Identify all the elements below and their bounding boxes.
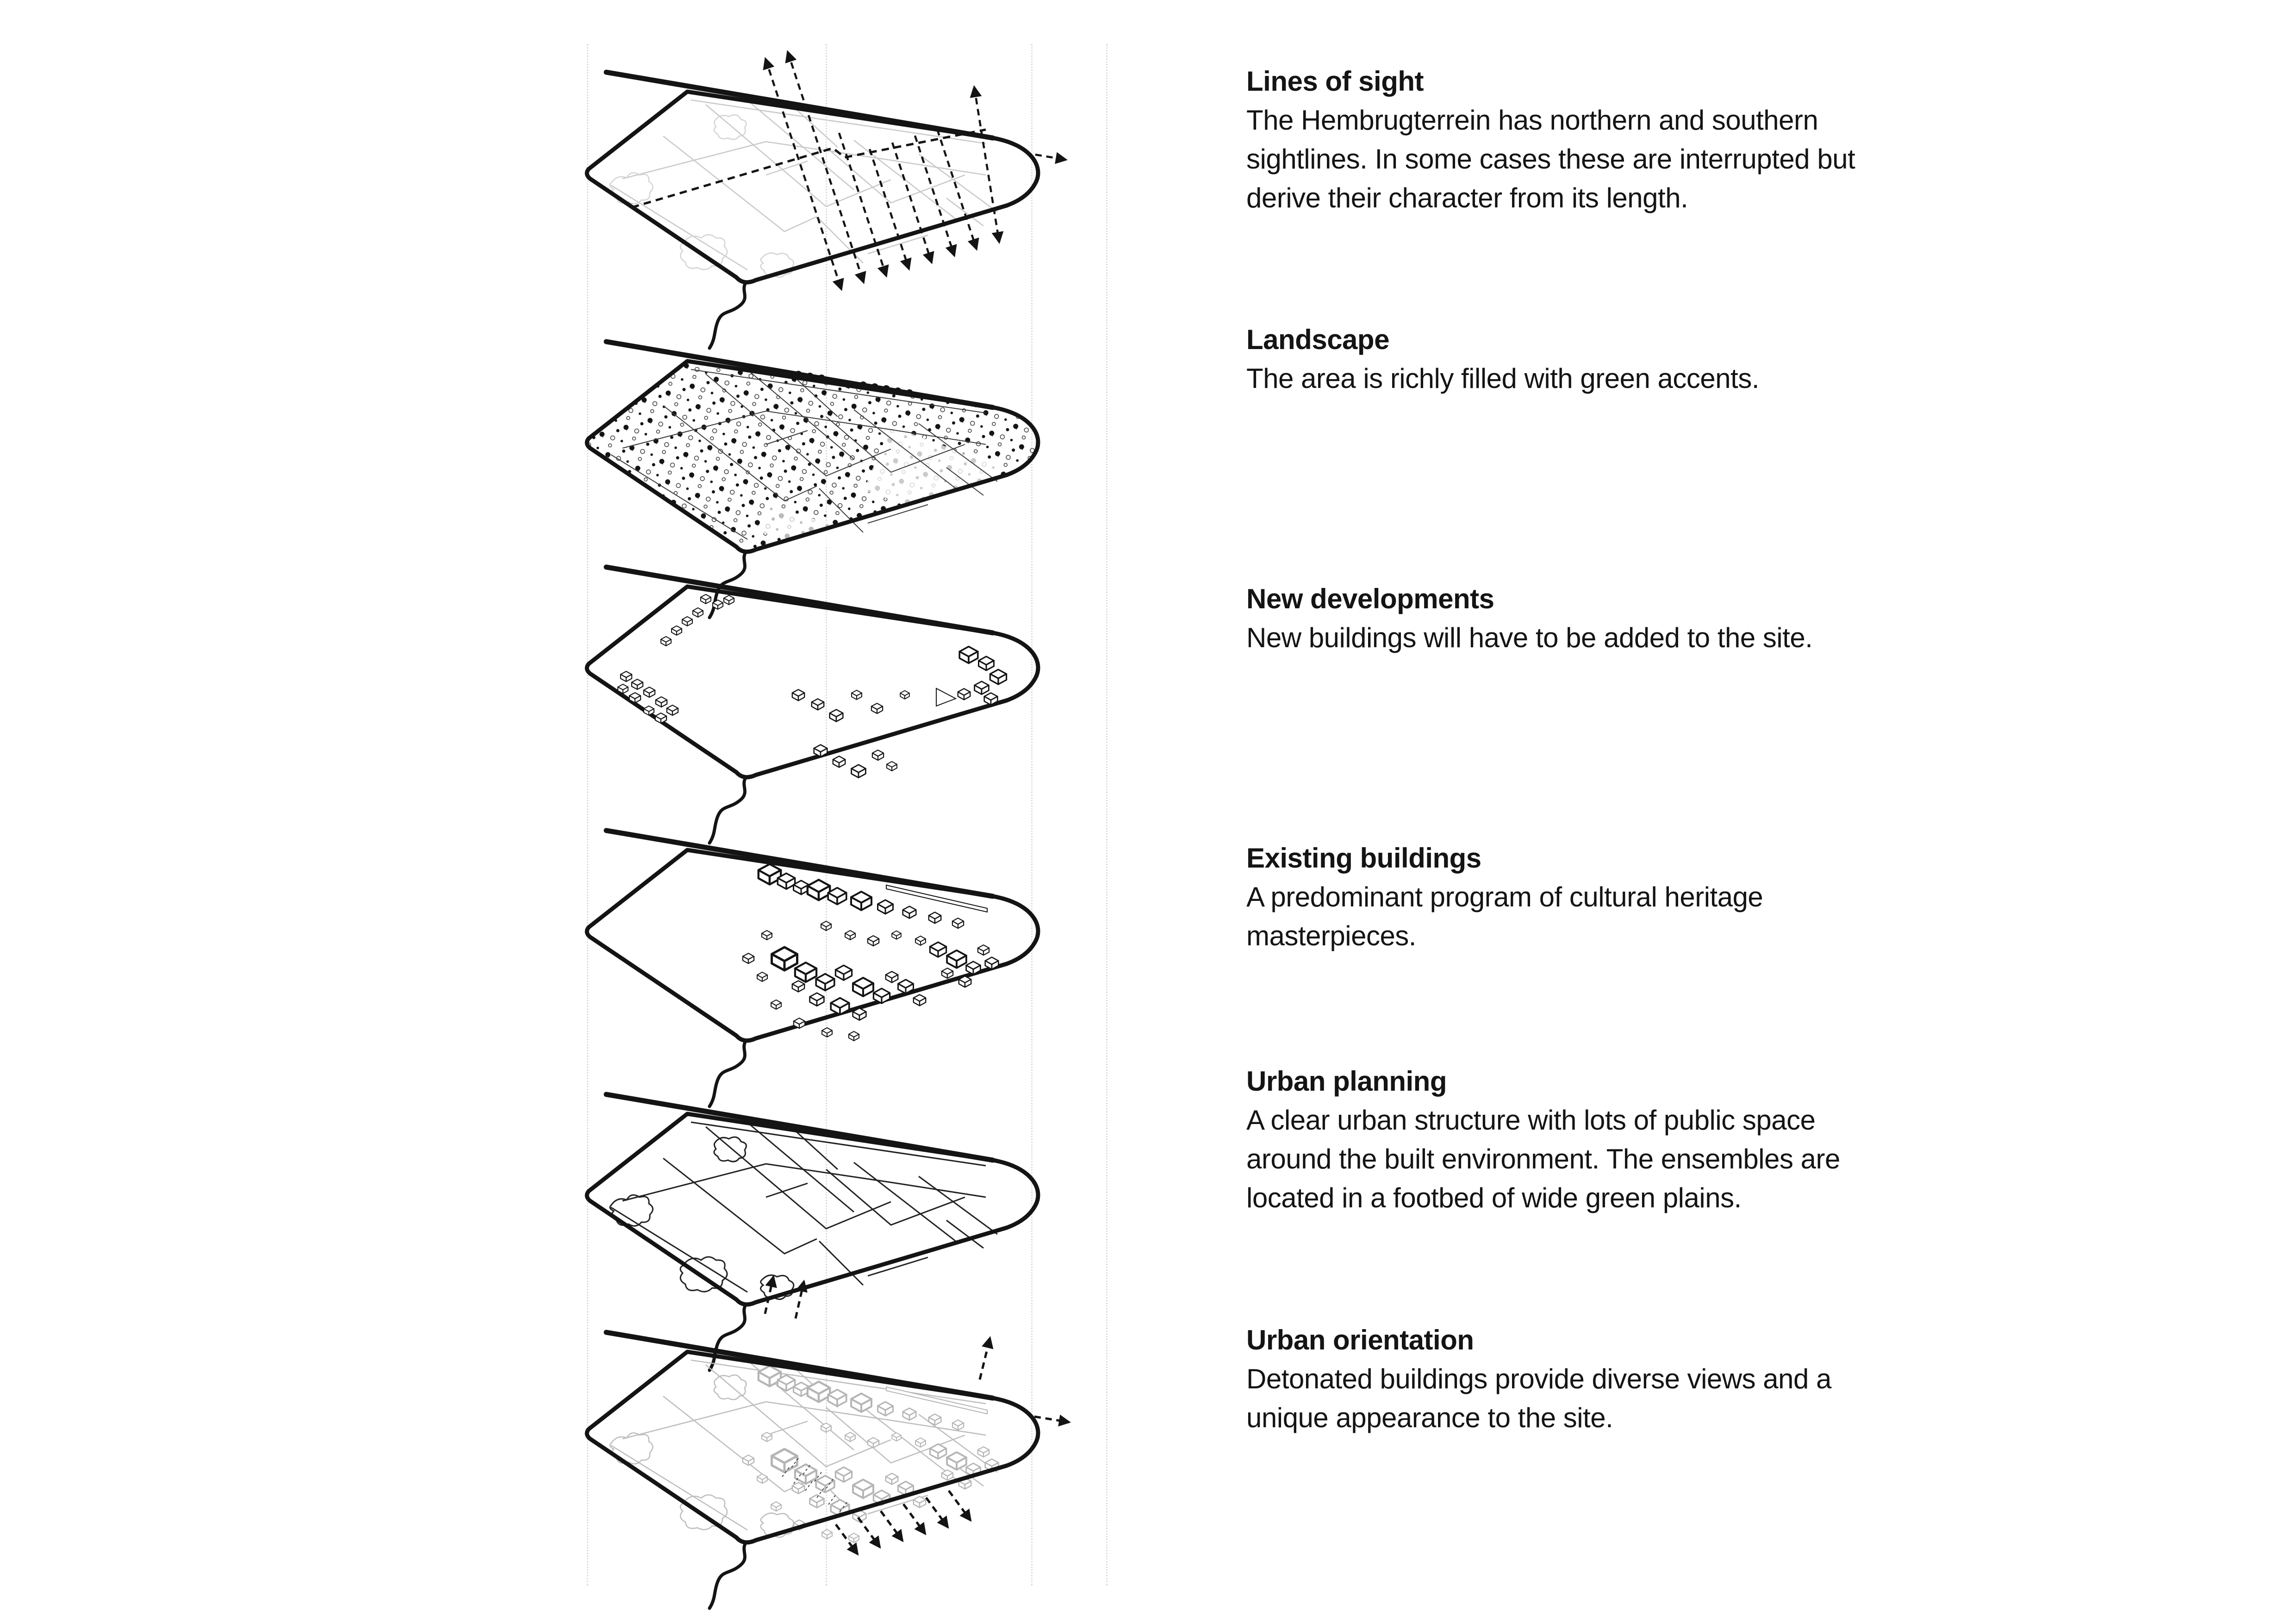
- street-network: [611, 1119, 997, 1292]
- section-body: The Hembrugterrein has northern and southern sightlines. In some cases these are interrupted but derive their character from its length.: [1246, 105, 1855, 213]
- section-heading: Urban planning: [1246, 1066, 1447, 1097]
- alignment-guide: [1106, 44, 1108, 1586]
- section-urban-planning: [1246, 1062, 1894, 1218]
- section-landscape: [1246, 320, 1894, 398]
- urban-orientation-layer-diagram: [567, 1273, 1076, 1616]
- section-body: A predominant program of cultural heritage masterpieces.: [1246, 881, 1763, 951]
- section-urban-orientation: [1246, 1321, 1894, 1437]
- section-heading: Landscape: [1246, 324, 1389, 355]
- section-body: A clear urban structure with lots of public space around the built environment. The ensembles are located in a footbed of wide green plains.: [1246, 1105, 1840, 1213]
- new-building-icons: [618, 594, 1007, 778]
- section-new-developments: [1246, 580, 1894, 657]
- section-body: Detonated buildings provide diverse views and a unique appearance to the site.: [1246, 1363, 1831, 1433]
- orientation-arrows: [765, 1277, 1069, 1554]
- section-heading: Lines of sight: [1246, 66, 1424, 97]
- section-existing-buildings: [1246, 839, 1894, 956]
- section-body: The area is richly filled with green accents.: [1246, 363, 1760, 394]
- section-body: New buildings will have to be added to the site.: [1246, 622, 1813, 653]
- section-lines-of-sight: [1246, 62, 1894, 218]
- section-heading: New developments: [1246, 583, 1494, 614]
- section-heading: Existing buildings: [1246, 843, 1481, 874]
- section-heading: Urban orientation: [1246, 1324, 1474, 1355]
- street-network: [610, 97, 997, 277]
